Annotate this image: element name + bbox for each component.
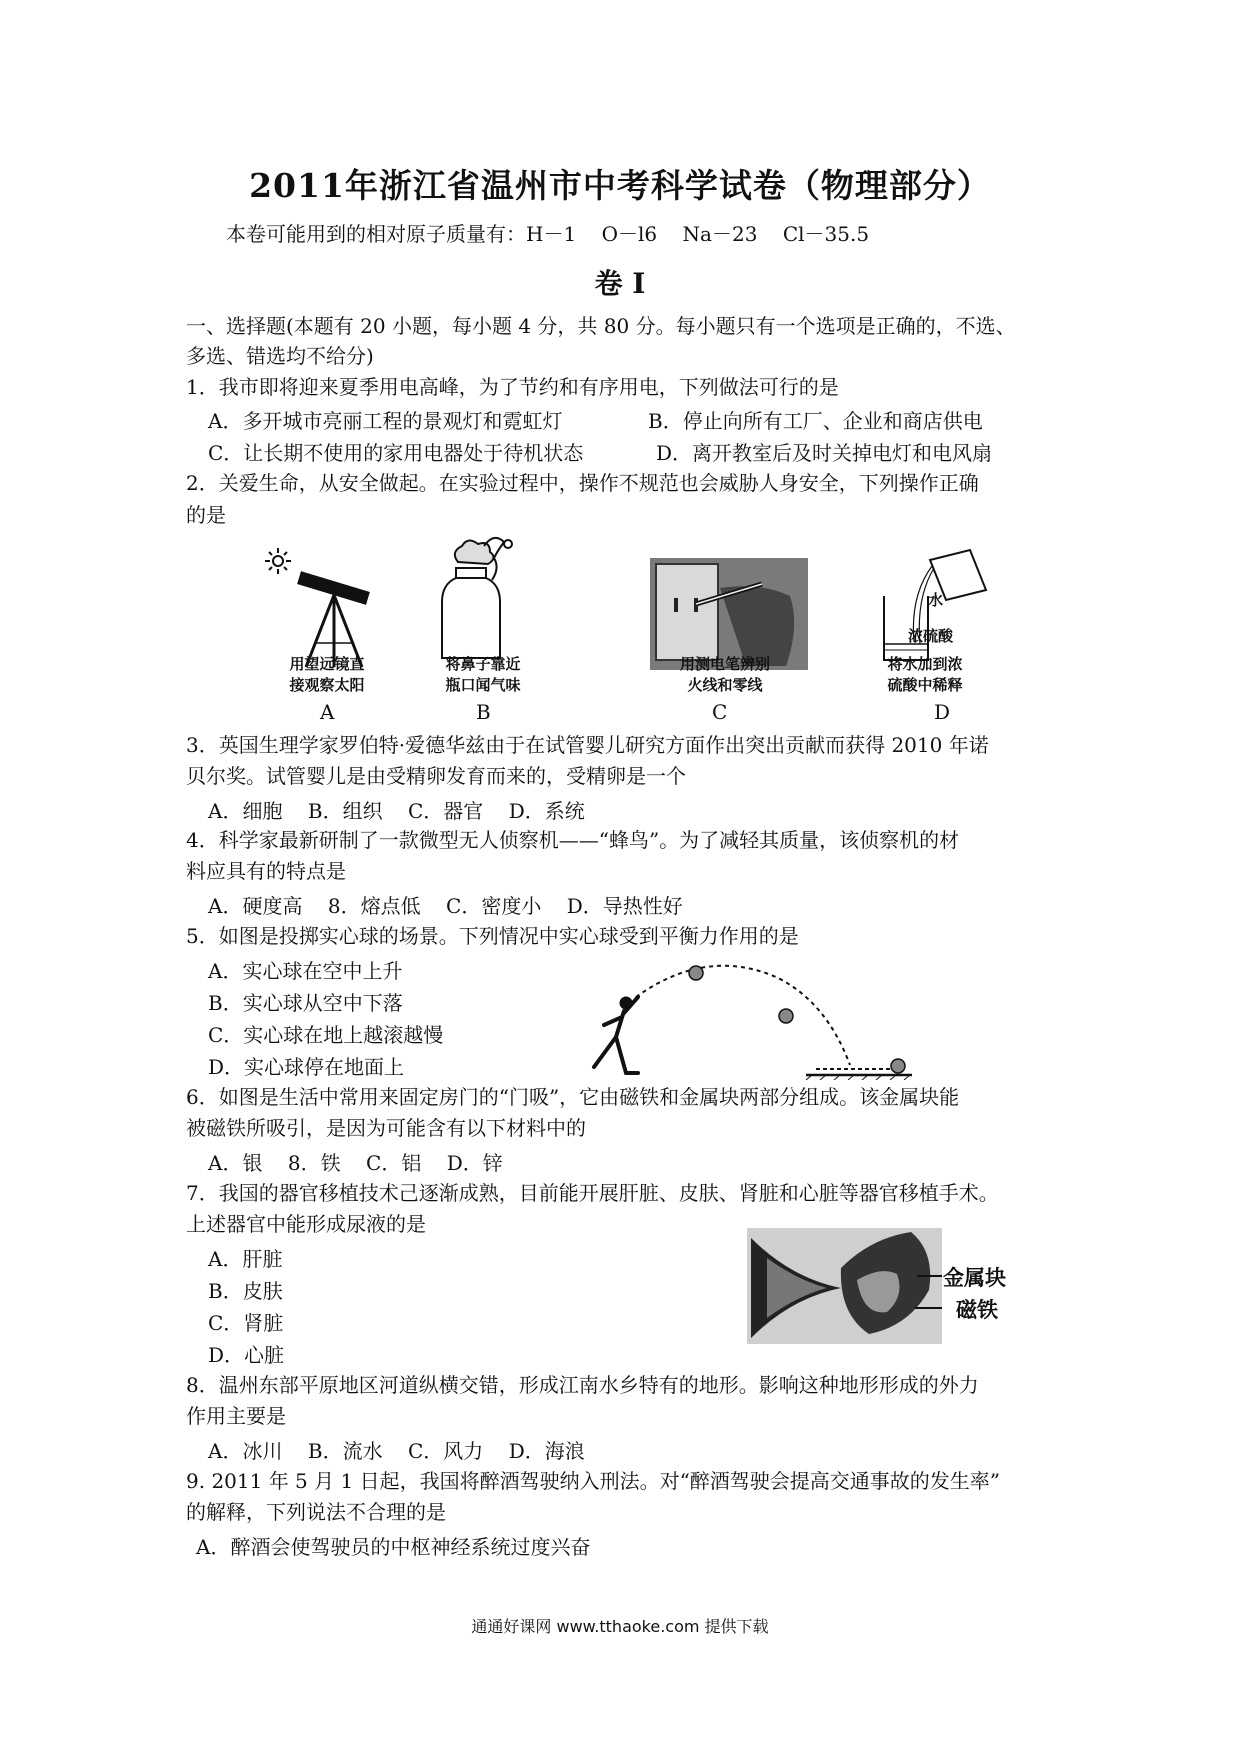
volume-heading: 卷 I (594, 267, 646, 300)
q5-option-a: A．实心球在空中上升 (208, 959, 403, 983)
caption-a: 用望远镜直 接观察太阳 (289, 655, 365, 694)
label-metal-block: 金属块 (943, 1266, 1006, 1290)
q1-option-c: C．让长期不使用的家用电器处于待机状态 (208, 441, 584, 465)
section-header-line2: 多选、错选均不给分) (186, 344, 374, 368)
label-concentrated-acid: 浓硫酸 (908, 627, 954, 645)
q7-stem-line1: 7．我国的器官移植技术己逐渐成熟，目前能开展肝脏、皮肤、肾脏和心脏等器官移植手术。 (186, 1181, 999, 1205)
q5-option-d: D．实心球停在地面上 (208, 1055, 405, 1079)
caption-d: 将水加到浓 硫酸中稀释 (887, 655, 963, 694)
q7-option-a: A．肝脏 (208, 1247, 283, 1271)
gas-bottle-figure (430, 536, 540, 666)
figure-letter-c: C (712, 700, 728, 724)
q7-option-c: C．肾脏 (208, 1311, 284, 1335)
q3-stem-line2: 贝尔奖。试管婴儿是由受精卵发育而来的，受精卵是一个 (186, 764, 686, 788)
q9-stem-line2: 的解释，下列说法不合理的是 (186, 1500, 446, 1524)
q8-options: A．冰川 B．流水 C．风力 D．海浪 (208, 1439, 585, 1463)
caption-b: 将鼻子靠近 瓶口闻气味 (445, 655, 521, 694)
thrower-icon (594, 997, 638, 1073)
q8-stem-line1: 8．温州东部平原地区河道纵横交错，形成江南水乡特有的地形。影响这种地形形成的外力 (186, 1373, 979, 1397)
q1-stem: 1．我市即将迎来夏季用电高峰，为了节约和有序用电，下列做法可行的是 (186, 375, 839, 399)
sun-icon (265, 548, 291, 574)
figure-letter-a: A (320, 700, 335, 724)
figure-letter-b: B (476, 700, 491, 724)
q9-stem-line1: 9. 2011 年 5 月 1 日起，我国将醉酒驾驶纳入刑法。对“醉酒驾驶会提高交通事故的发生率” (186, 1469, 1001, 1493)
q5-stem: 5．如图是投掷实心球的场景。下列情况中实心球受到平衡力作用的是 (186, 924, 799, 948)
q5-option-c: C．实心球在地上越滚越慢 (208, 1023, 444, 1047)
q2-stem-line1: 2．关爱生命，从安全做起。在实验过程中，操作不规范也会威胁人身安全，下列操作正确 (186, 471, 979, 495)
q6-options: A．银 8．铁 C．铝 D．锌 (208, 1151, 503, 1175)
q7-option-b: B．皮肤 (208, 1279, 283, 1303)
q4-stem-line2: 料应具有的特点是 (186, 859, 346, 883)
q1-option-a: A．多开城市亮丽工程的景观灯和霓虹灯 (208, 409, 563, 433)
q3-stem-line1: 3．英国生理学家罗伯特·爱德华兹由于在试管婴儿研究方面作出突出贡献而获得 2010 年诺 (186, 733, 989, 757)
telescope-figure (264, 545, 394, 670)
label-magnet: 磁铁 (956, 1298, 998, 1322)
q6-stem-line2: 被磁铁所吸引，是因为可能含有以下材料中的 (186, 1116, 586, 1140)
atomic-masses-note: 本卷可能用到的相对原子质量有：H－1 O－l6 Na－23 Cl－35.5 (226, 222, 870, 246)
shot-put-figure (576, 955, 916, 1080)
label-water: 水 (928, 591, 944, 609)
q9-option-a: A．醉酒会使驾驶员的中枢神经系统过度兴奋 (196, 1535, 591, 1559)
q1-option-b: B．停止向所有工厂、企业和商店供电 (648, 409, 983, 433)
q7-stem-line2: 上述器官中能形成尿液的是 (186, 1212, 426, 1236)
q2-stem-line2: 的是 (186, 503, 226, 527)
q1-option-d: D．离开教室后及时关掉电灯和电风扇 (656, 441, 993, 465)
q3-options: A．细胞 B．组织 C．器官 D．系统 (208, 799, 585, 823)
q7-option-d: D．心脏 (208, 1343, 285, 1367)
q5-option-b: B．实心球从空中下落 (208, 991, 403, 1015)
caption-c: 用测电笔辨别 火线和零线 (679, 655, 770, 694)
exam-title: 2011年浙江省温州市中考科学试卷（物理部分） (249, 166, 991, 205)
section-header-line1: 一、选择题(本题有 20 小题，每小题 4 分，共 80 分。每小题只有一个选项是正确的，不选、 (186, 314, 1016, 338)
q4-stem-line1: 4．科学家最新研制了一款微型无人侦察机——“蜂鸟”。为了减轻其质量，该侦察机的材 (186, 828, 960, 852)
figure-letter-d: D (934, 700, 951, 724)
q6-stem-line1: 6．如图是生活中常用来固定房门的“门吸”，它由磁铁和金属块两部分组成。该金属块能 (186, 1085, 960, 1109)
page-footer: 通通好课网 www.tthaoke.com 提供下载 (471, 1617, 769, 1636)
door-stopper-figure (747, 1228, 942, 1344)
q8-stem-line2: 作用主要是 (186, 1404, 286, 1428)
q4-options: A．硬度高 8．熔点低 C．密度小 D．导热性好 (208, 894, 683, 918)
